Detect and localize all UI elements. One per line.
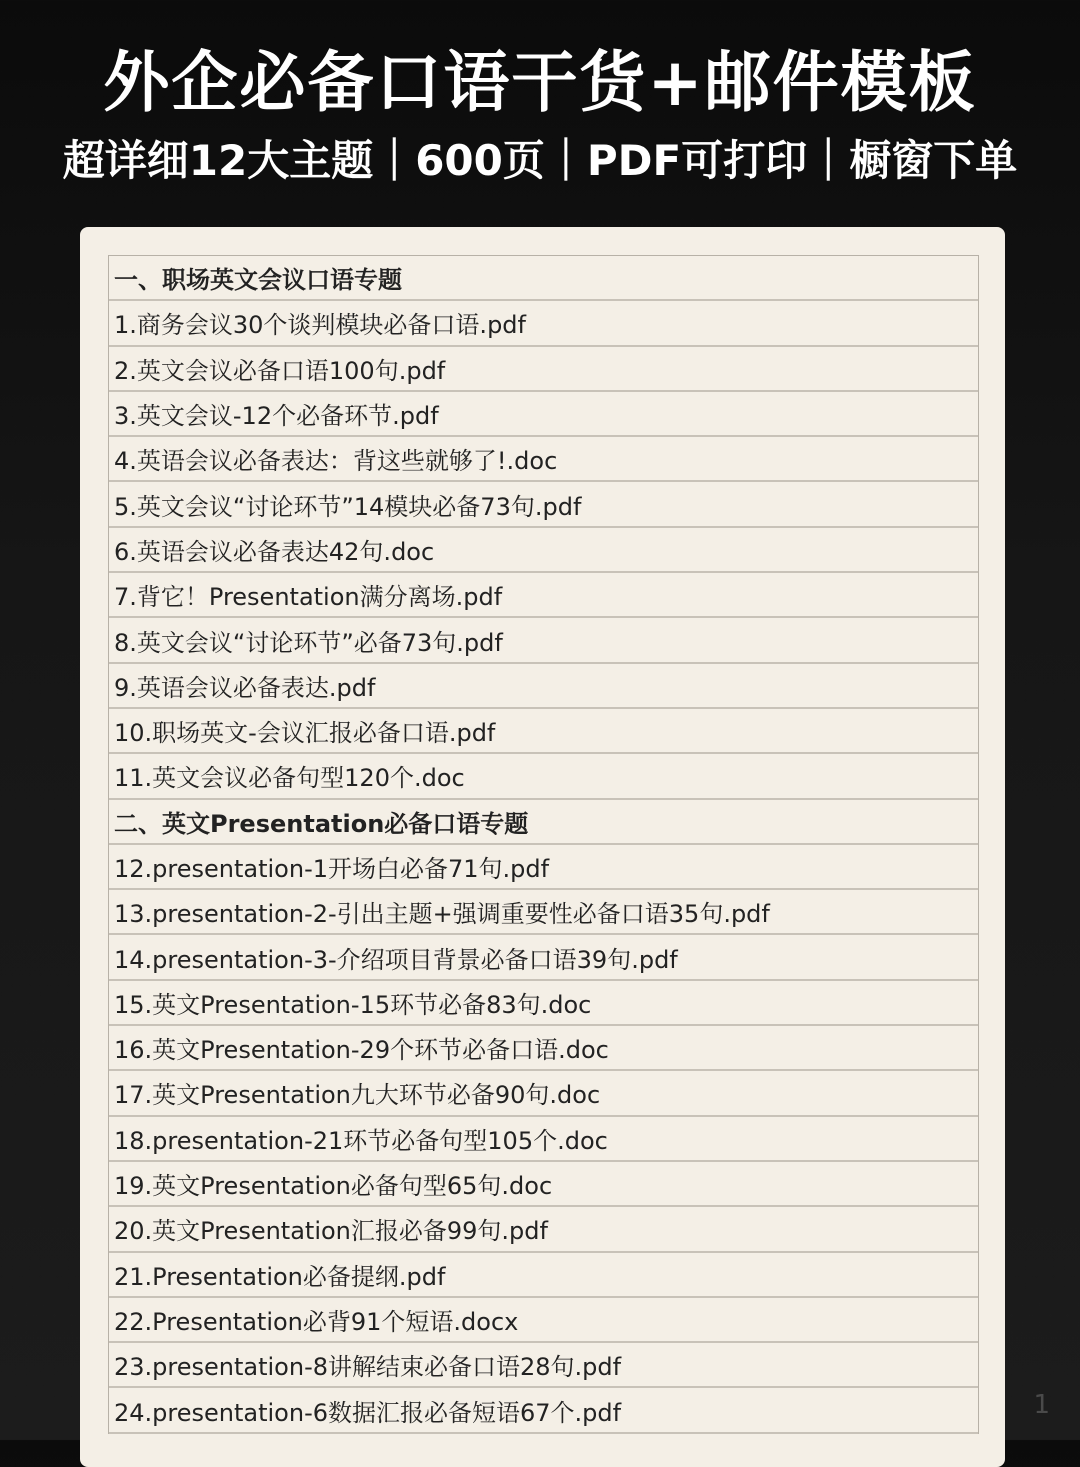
file-name: 19.英文Presentation必备句型65句.doc: [114, 1172, 553, 1201]
file-row: [109, 1071, 978, 1116]
file-row: [109, 709, 978, 754]
file-row: [109, 1207, 978, 1252]
section-header-label: 二、英文Presentation必备口语专题: [114, 809, 529, 838]
page-number: 1: [1033, 1390, 1050, 1420]
file-name: 1.商务会议30个谈判模块必备口语.pdf: [114, 311, 526, 340]
file-name: 10.职场英文-会议汇报必备口语.pdf: [114, 719, 496, 748]
file-row: [109, 482, 978, 527]
file-list-table: [108, 255, 979, 1434]
file-name: 23.presentation-8讲解结束必备口语28句.pdf: [114, 1353, 622, 1382]
file-name: 5.英文会议“讨论环节”14模块必备73句.pdf: [114, 492, 582, 521]
file-name: 24.presentation-6数据汇报必备短语67个.pdf: [114, 1398, 622, 1427]
file-name: 12.presentation-1开场白必备71句.pdf: [114, 855, 550, 883]
page-subtitle: 超详细12大主题｜600页｜PDF可打印｜橱窗下单: [62, 136, 1018, 185]
file-row: [109, 1162, 978, 1207]
section-header-row: [109, 256, 978, 301]
file-row: [109, 845, 978, 890]
file-name: 18.presentation-21环节必备句型105个.doc: [114, 1126, 608, 1155]
file-row: [109, 618, 978, 663]
file-name: 13.presentation-2-引出主题+强调重要性必备口语35句.pdf: [114, 900, 770, 929]
file-row: [109, 1298, 978, 1343]
file-row: [109, 301, 978, 346]
file-row: [109, 392, 978, 437]
file-row: [109, 1388, 978, 1433]
file-row: [109, 1117, 978, 1162]
file-row: [109, 664, 978, 709]
file-name: 16.英文Presentation-29个环节必备口语.doc: [114, 1036, 609, 1065]
file-name: 20.英文Presentation汇报必备99句.pdf: [114, 1217, 548, 1246]
file-list-card: [80, 227, 1005, 1467]
file-name: 15.英文Presentation-15环节必备83句.doc: [114, 990, 592, 1019]
file-name: 17.英文Presentation九大环节必备90句.doc: [114, 1081, 601, 1110]
section-header-label: 一、职场英文会议口语专题: [114, 266, 402, 295]
file-row: [109, 890, 978, 935]
file-name: 11.英文会议必备句型120个.doc: [114, 764, 465, 793]
file-row: [109, 935, 978, 980]
file-name: 7.背它！Presentation满分离场.pdf: [114, 583, 503, 612]
file-row: [109, 1343, 978, 1388]
section-header-row: [109, 800, 978, 845]
file-row: [109, 437, 978, 482]
file-name: 4.英语会议必备表达：背这些就够了!.doc: [114, 447, 558, 476]
file-row: [109, 981, 978, 1026]
file-name: 14.presentation-3-介绍项目背景必备口语39句.pdf: [114, 945, 678, 974]
file-name: 9.英语会议必备表达.pdf: [114, 673, 376, 702]
file-row: [109, 347, 978, 392]
file-name: 21.Presentation必备提纲.pdf: [114, 1262, 446, 1291]
file-name: 3.英文会议-12个必备环节.pdf: [114, 402, 439, 431]
file-row: [109, 528, 978, 573]
file-row: [109, 754, 978, 799]
file-name: 6.英语会议必备表达42句.doc: [114, 537, 435, 566]
file-name: 2.英文会议必备口语100句.pdf: [114, 356, 446, 385]
file-row: [109, 1253, 978, 1298]
file-name: 8.英文会议“讨论环节”必备73句.pdf: [114, 628, 503, 657]
page-title: 外企必备口语干货+邮件模板: [103, 44, 977, 121]
file-name: 22.Presentation必背91个短语.docx: [114, 1307, 519, 1336]
file-row: [109, 573, 978, 618]
file-row: [109, 1026, 978, 1071]
